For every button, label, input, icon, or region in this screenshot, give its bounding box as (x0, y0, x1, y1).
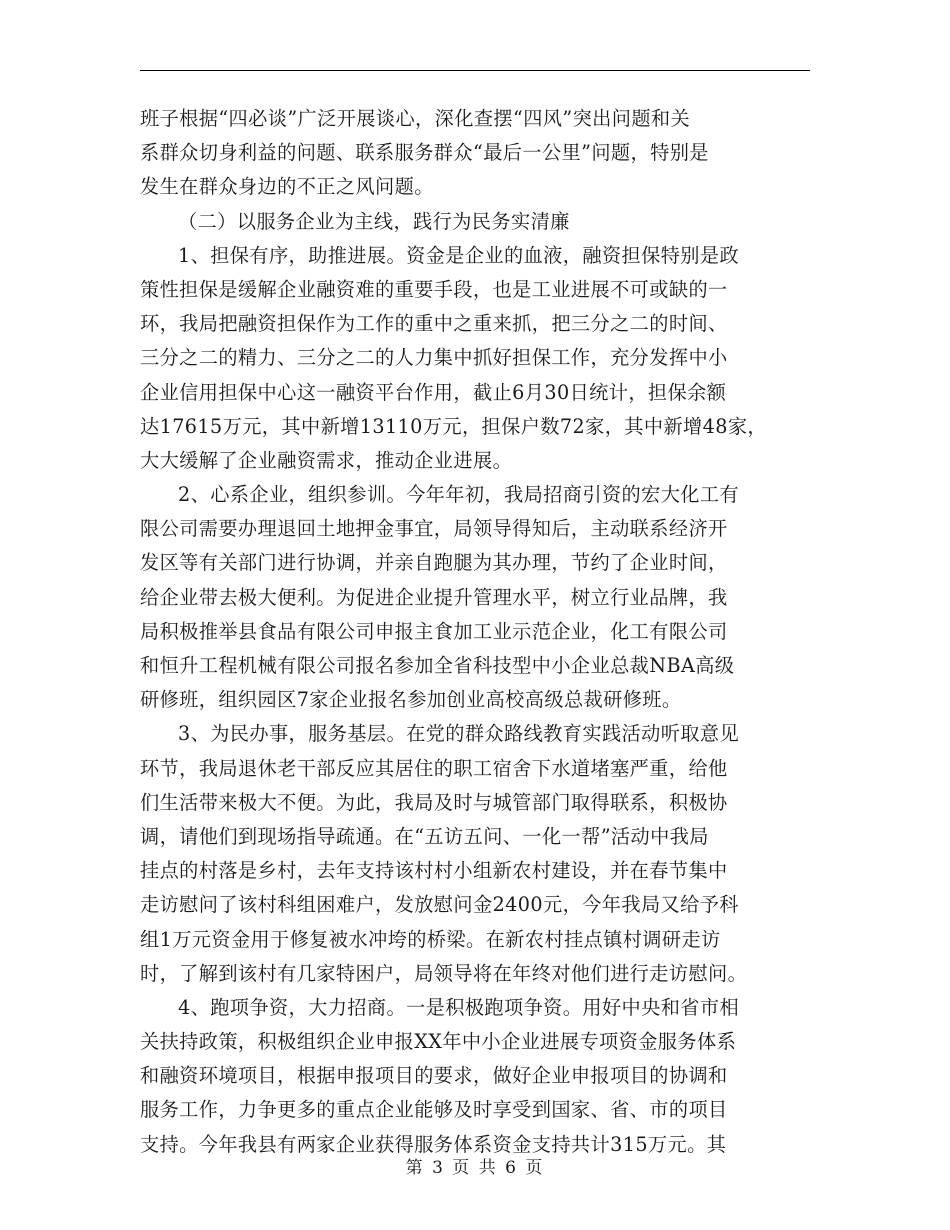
text-line: 大大缓解了企业融资需求，推动企业进展。 (140, 448, 513, 472)
text-line: 达17615万元，其中新增13110万元，担保户数72家，其中新增48家， (140, 414, 768, 438)
text-line: 们生活带来极大不便。为此，我局及时与城管部门取得联系，积极协 (140, 790, 728, 814)
text-line: 3、为民办事，服务基层。在党的群众路线教育实践活动听取意见 (178, 722, 740, 746)
text-line: 2、心系企业，组织参训。今年年初，我局招商引资的宏大化工有 (178, 483, 740, 507)
text-line: 班子根据“四必谈”广泛开展谈心，深化查摆“四风”突出问题和关 (140, 107, 691, 130)
text-line: （二）以服务企业为主线，践行为民务实清廉 (178, 209, 570, 233)
text-line: 系群众切身利益的问题、联系服务群众“最后一公里”问题，特别是 (140, 141, 709, 165)
page-footer: 第 3 页 共 6 页 (405, 1158, 545, 1178)
text-line: 发区等有关部门进行协调，并亲自跑腿为其办理，节约了企业时间， (140, 551, 728, 575)
text-line: 环节，我局退休老干部反应其居住的职工宿舍下水道堵塞严重，给他 (140, 756, 728, 780)
text-line: 服务工作，力争更多的重点企业能够及时享受到国家、省、市的项目 (140, 1098, 728, 1122)
text-line: 和恒升工程机械有限公司报名参加全省科技型中小企业总裁NBA高级 (140, 654, 735, 677)
text-line: 发生在群众身边的不正之风问题。 (140, 175, 434, 199)
text-line: 企业信用担保中心这一融资平台作用，截止6月30日统计，担保余额 (140, 380, 727, 404)
text-line: 4、跑项争资，大力招商。一是积极跑项争资。用好中央和省市相 (178, 995, 740, 1019)
text-line: 研修班，组织园区7家企业报名参加创业高校高级总裁研修班。 (140, 688, 682, 712)
text-line: 局积极推举县食品有限公司申报主食加工业示范企业，化工有限公司 (140, 619, 728, 643)
text-line: 走访慰问了该村科组困难户，发放慰问金2400元，今年我局又给予科 (140, 893, 739, 917)
text-line: 环，我局把融资担保作为工作的重中之重来抓，把三分之二的时间、 (140, 312, 728, 336)
text-line: 挂点的村落是乡村，去年支持该村村小组新农村建设，并在春节集中 (140, 859, 728, 883)
text-line: 组1万元资金用于修复被水冲垮的桥梁。在新农村挂点镇村调研走访 (140, 927, 721, 951)
header-rule (140, 70, 810, 71)
text-line: 限公司需要办理退回土地押金事宜，局领导得知后，主动联系经济开 (140, 517, 728, 541)
document-body (140, 102, 820, 1162)
text-line: 1、担保有序，助推进展。资金是企业的血液，融资担保特别是政 (178, 243, 740, 267)
text-line: 给企业带去极大便利。为促进企业提升管理水平，树立行业品牌，我 (140, 585, 728, 609)
text-line: 支持。今年我县有两家企业获得服务体系资金支持共计315万元。其 (140, 1132, 727, 1156)
text-line: 和融资环境项目，根据申报项目的要求，做好企业申报项目的协调和 (140, 1064, 728, 1088)
text-line: 策性担保是缓解企业融资难的重要手段，也是工业进展不可或缺的一 (140, 277, 728, 301)
text-line: 时，了解到该村有几家特困户，局领导将在年终对他们进行走访慰问。 (140, 961, 748, 985)
text-line: 三分之二的精力、三分之二的人力集中抓好担保工作，充分发挥中小 (140, 346, 728, 370)
text-line: 关扶持政策，积极组织企业申报XX年中小企业进展专项资金服务体系 (140, 1030, 737, 1054)
text-line: 调，请他们到现场指导疏通。在“五访五问、一化一帮”活动中我局 (140, 824, 709, 848)
